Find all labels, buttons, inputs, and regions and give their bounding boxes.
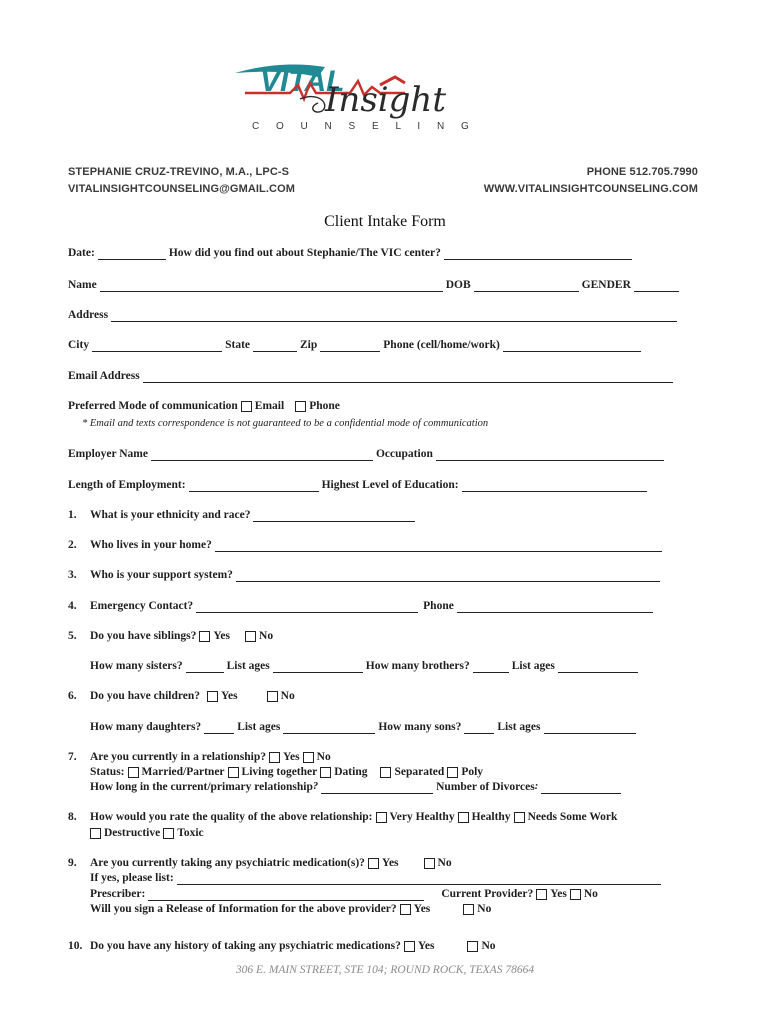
destructive-checkbox[interactable] [90, 828, 101, 839]
name-field[interactable] [100, 280, 443, 292]
q7-number: 7. [68, 751, 77, 763]
q5-number: 5. [68, 630, 77, 642]
emergency-phone-field[interactable] [457, 601, 653, 613]
current-provider-yes-checkbox[interactable] [536, 889, 547, 900]
email-checkbox[interactable] [241, 401, 252, 412]
daughters-ages-field[interactable] [283, 722, 375, 734]
q7-text: Are you currently in a relationship? [90, 751, 267, 763]
q6-text: Do you have children? [90, 690, 201, 702]
q4-phone-label: Phone [423, 600, 454, 612]
destructive-label: Destructive [104, 827, 161, 839]
divorces-colon: : [534, 781, 539, 792]
very-healthy-label: Very Healthy [389, 811, 455, 823]
q5-no-label: No [259, 630, 274, 642]
q1-field[interactable] [253, 510, 415, 522]
email-field[interactable] [143, 371, 673, 383]
release-no-label: No [477, 903, 492, 915]
name-label: Name [68, 279, 97, 291]
q9-yes-label: Yes [381, 857, 399, 869]
brothers-ages-label: List ages [511, 660, 555, 672]
employer-label: Employer Name [68, 448, 148, 460]
q9-no-checkbox[interactable] [424, 858, 435, 869]
daughters-field[interactable] [204, 722, 234, 734]
needs-work-label: Needs Some Work [527, 811, 618, 823]
dating-label: Dating [334, 766, 368, 778]
sons-label: How many sons? [378, 721, 462, 733]
q9-number: 9. [68, 857, 77, 869]
toxic-label: Toxic [177, 827, 204, 839]
length-emp-field[interactable] [189, 480, 319, 492]
how-long-label: How long in the current/primary relationship [90, 781, 313, 793]
q9-text: Are you currently taking any psychiatric medication(s)? [90, 857, 365, 869]
footer-address: 306 E. MAIN STREET, STE 104; ROUND ROCK, TEXAS 78664 [235, 964, 535, 976]
release-label: Will you sign a Release of Information for the above provider? [90, 903, 397, 915]
living-together-checkbox[interactable] [228, 767, 239, 778]
current-provider-label: Current Provider? [441, 888, 534, 900]
poly-checkbox[interactable] [447, 767, 458, 778]
q10-no-label: No [481, 940, 496, 952]
q5-text: Do you have siblings? [90, 630, 197, 642]
q6-number: 6. [68, 690, 77, 702]
zip-field[interactable] [320, 340, 380, 352]
form-body [68, 0, 708, 1024]
daughters-ages-label: List ages [237, 721, 281, 733]
logo-counseling: C O U N S E L I N G [252, 121, 476, 132]
current-provider-yes-label: Yes [550, 888, 567, 900]
dob-field[interactable] [474, 280, 579, 292]
how-find-label: How did you find out about Stephanie/The VIC center? [168, 247, 441, 259]
medications-list-field[interactable] [177, 873, 661, 885]
pref-note: * Email and texts correspondence is not guaranteed to be a confidential mode of communication [82, 418, 489, 429]
length-emp-label: Length of Employment: [68, 479, 186, 491]
very-healthy-checkbox[interactable] [376, 812, 387, 823]
release-yes-label: Yes [413, 903, 431, 915]
q2-text: Who lives in your home? [90, 539, 212, 551]
q1-number: 1. [68, 509, 77, 521]
practitioner-name: STEPHANIE CRUZ-TREVINO, M.A., LPC-S [68, 166, 290, 178]
q4-number: 4. [68, 600, 77, 612]
release-no-checkbox[interactable] [463, 904, 474, 915]
email-label: Email Address [68, 370, 140, 382]
q5-yes-label: Yes [213, 630, 231, 642]
logo-insight: Insight [325, 80, 446, 120]
brothers-label: How many brothers? [365, 660, 470, 672]
q3-field[interactable] [236, 570, 660, 582]
if-yes-label: If yes, please list: [90, 872, 174, 884]
q5-no-checkbox[interactable] [245, 631, 256, 642]
living-together-label: Living together [241, 766, 318, 778]
q9-no-label: No [437, 857, 452, 869]
contact-email: VITALINSIGHTCOUNSELING@GMAIL.COM [68, 183, 295, 195]
city-field[interactable] [92, 340, 222, 352]
q8-text: How would you rate the quality of the above relationship: [90, 811, 373, 823]
how-long-qmark: ? [312, 781, 319, 792]
q7-yes-label: Yes [283, 751, 300, 763]
phone-label: Phone (cell/home/work) [383, 339, 500, 351]
phone-field[interactable] [503, 340, 641, 352]
sons-ages-field[interactable] [544, 722, 636, 734]
q4-text: Emergency Contact? [90, 600, 194, 612]
how-find-field[interactable] [444, 248, 632, 260]
q2-field[interactable] [215, 540, 662, 552]
state-field[interactable] [253, 340, 297, 352]
current-provider-no-label: No [583, 888, 598, 900]
prescriber-label: Prescriber: [90, 888, 146, 900]
q10-yes-checkbox[interactable] [404, 941, 415, 952]
sons-ages-label: List ages [497, 721, 541, 733]
form-title: Client Intake Form [324, 213, 446, 230]
q1-text: What is your ethnicity and race? [90, 509, 251, 521]
occupation-field[interactable] [436, 449, 664, 461]
sisters-label: How many sisters? [90, 660, 183, 672]
address-label: Address [68, 309, 109, 321]
q5-yes-checkbox[interactable] [199, 631, 210, 642]
divorces-field[interactable] [541, 782, 621, 794]
city-label: City [68, 339, 90, 351]
q10-number: 10. [68, 940, 83, 952]
needs-work-checkbox[interactable] [514, 812, 525, 823]
dob-label: DOB [445, 279, 471, 291]
zip-label: Zip [300, 339, 318, 351]
healthy-label: Healthy [471, 811, 511, 823]
education-label: Highest Level of Education: [321, 479, 459, 491]
sisters-field[interactable] [186, 661, 224, 673]
emergency-contact-field[interactable] [196, 601, 418, 613]
contact-phone: PHONE 512.705.7990 [586, 166, 698, 178]
separated-label: Separated [394, 766, 445, 778]
education-field[interactable] [462, 480, 647, 492]
current-provider-no-checkbox[interactable] [570, 889, 581, 900]
sisters-ages-label: List ages [226, 660, 270, 672]
q6-yes-label: Yes [221, 690, 238, 702]
logo-vital: VITAL [260, 65, 345, 98]
brothers-ages-field[interactable] [558, 661, 638, 673]
gender-field[interactable] [634, 280, 679, 292]
prescriber-field[interactable] [148, 889, 424, 901]
gender-label: GENDER [581, 279, 631, 291]
q2-number: 2. [68, 539, 77, 551]
q7-no-label: No [316, 751, 331, 763]
pref-mode-label: Preferred Mode of communication [68, 400, 238, 412]
q10-no-checkbox[interactable] [467, 941, 478, 952]
separated-checkbox[interactable] [380, 767, 391, 778]
q10-yes-label: Yes [417, 940, 435, 952]
q9-yes-checkbox[interactable] [368, 858, 379, 869]
date-field[interactable] [98, 248, 166, 260]
employer-field[interactable] [151, 449, 373, 461]
email-option-label: Email [254, 400, 285, 412]
dating-checkbox[interactable] [320, 767, 331, 778]
website: WWW.VITALINSIGHTCOUNSELING.COM [483, 183, 698, 195]
status-label: Status: [90, 766, 125, 778]
phone-checkbox[interactable] [295, 401, 306, 412]
q6-no-label: No [280, 690, 295, 702]
q3-text: Who is your support system? [90, 569, 233, 581]
poly-label: Poly [461, 766, 484, 778]
occupation-label: Occupation [375, 448, 433, 460]
toxic-checkbox[interactable] [163, 828, 174, 839]
q3-number: 3. [68, 569, 77, 581]
daughters-label: How many daughters? [90, 721, 202, 733]
q6-no-checkbox[interactable] [267, 691, 278, 702]
q10-text: Do you have any history of taking any psychiatric medications? [90, 940, 401, 952]
q6-yes-checkbox[interactable] [207, 691, 218, 702]
state-label: State [225, 339, 251, 351]
married-checkbox[interactable] [128, 767, 139, 778]
sons-field[interactable] [464, 722, 494, 734]
q8-number: 8. [68, 811, 77, 823]
release-yes-checkbox[interactable] [400, 904, 411, 915]
q7-yes-checkbox[interactable] [269, 752, 280, 763]
q7-no-checkbox[interactable] [303, 752, 314, 763]
address-field[interactable] [111, 310, 677, 322]
healthy-checkbox[interactable] [458, 812, 469, 823]
divorces-label: Number of Divorces [436, 781, 535, 793]
brothers-field[interactable] [473, 661, 509, 673]
phone-option-label: Phone [309, 400, 340, 412]
date-label: Date: [68, 247, 95, 259]
married-label: Married/Partner [141, 766, 225, 778]
how-long-field[interactable] [321, 782, 433, 794]
sisters-ages-field[interactable] [273, 661, 363, 673]
